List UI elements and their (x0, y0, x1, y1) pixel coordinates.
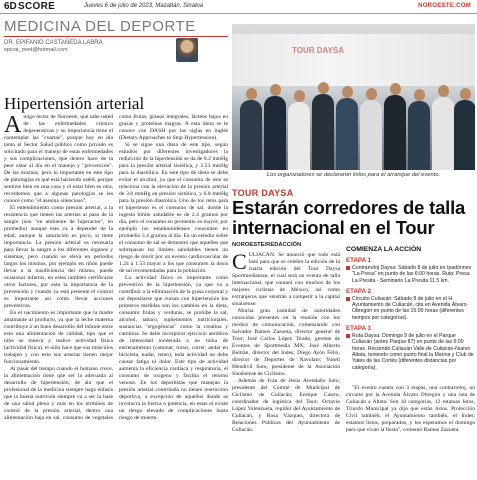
column-title: MEDICINA DEL DEPORTE (4, 18, 196, 35)
story-paragraph: CULIACÁN. Se anunció que todo está listo para que se celebre la edición de la cuarta edición del Tour Daysa Sportmediaman, el cual será un evento de talla internacional, que contará con muchos de los mejores ciclistas de México, así como extranjeros que vendrán a competir a la capital sinaloense. (232, 252, 340, 307)
stages-sidebar (346, 246, 475, 434)
column-body (4, 114, 228, 478)
story-paragraph: Además de Iván de Jesús Avendaño Soto, presidente del Comité de Municipal de Ciclismo de Culiacán; Enrique Castro, coordinador de logística del Tour; Octavio López Valenzuela, regidor del Ayuntamiento de Culiacán, y Rosa Vázquez, directora de Relaciones Públicas del Ayuntamiento de Culiacán. (232, 378, 340, 433)
organizer-quote: "El evento cuenta con 3 etapas, una contrarreloj, un circuito por la Avenida Álvaro Obregón y una ruta de Culiacán a Altata. Son 10 categorías, 12 estatuas fotos, Triunfo Municipal ya dijo que están listos. Protección Civil también, el Ayuntamiento también, el Indes; estamos listos, preparados, y los esperamos el domingo para que vivan la fiesta", comentó Ramos Zazueta. (346, 384, 475, 433)
group-photo (232, 24, 475, 170)
column-headline: Hipertensión arterial (4, 94, 145, 113)
column-paragraph: El entendimiento como presión arterial, a la resistencia que tienen las arterias al paso de la sangre (son "en ambiente de hiperactor", en promedio) aunque esto va a depender de la edad, aunque la saturación es poco, si tiene importancia. La presión arterial es necesaria para llevar la sangre a los diferentes órganos y sistemas, pero cuando se eleva en periodos largos los mismos, por ejemplo en riñón puede llevar a la insuficiencia del mismo, puede ocasionar infartos, en estos también certificarse otros factores, por esto la importancia de la prevención y cuando ya está presente el control es importante así como llevar acciones preventivas. (4, 205, 113, 309)
column-paragraph: Al pasar del tiempo cuando el humano crece, la alimentación tiene que ser la adecuada al desarrollo de hipertensión, de ahí que el profesional de la medicina siempre haga énfasis que la buena nutrición siempre va a ser la base de una salud plena y más en los términos de control de la presión arterial, dentro una alimentación baja en sal, consumo de vegetales como frutas, granos integrales, lácteos bajos en grasas y proteínas magras. A esta dieta se le conoce con DASH por las siglas en inglés (Dietary Approaches to Stop Hypertension). (4, 114, 228, 421)
column-email[interactable]: epicat_med@hotmail.com (4, 47, 68, 53)
stage-label: ETAPA 2 (346, 287, 371, 295)
author-photo (176, 38, 198, 62)
person-figure (408, 101, 430, 170)
dropcap: C (232, 252, 247, 274)
column-paragraph: En el nacimiento es importante que la madre amamante al producto, ya que la leche materna contribuye a un buen desarrollo del infante entre esto una alimentación de calidad, tipo que el niño se mueva y realice actividad física (actividad física), el niño hace que sus músculos trabajen y con esto sus arterias tienen mejor funcionamiento. (4, 310, 113, 365)
section-name: SCORE (18, 1, 56, 12)
page-header (0, 0, 477, 14)
story-paragraph: Mucha gran cantidad de autoridades conocidas presentes en la reunión con los medios de comunicación, comenzando con Salvador Ramos Zazueta, director general de Tour; José Carlos López Tirado, gerente de Eventos de Sportmedia MX; José Alberto Beltrán, director del Indes; Diego Ayón Félix, director de Deportes de Navolato; Yusell Mendivil Soto, presidente de la Asociación Sinaloense de Ciclismo. (232, 308, 340, 377)
column-divider (4, 36, 228, 37)
person-figure (384, 95, 406, 170)
stage-label: ETAPA 3 (346, 325, 371, 333)
person-figure (454, 100, 475, 170)
stage-item: Ruta Daysa: Domingo 9 de julio en el Parque Culiacán (antes Parque 87) en punto de las 6:00 horas. Recorrido Culiacán Valle de Culiacán-Nuevo Altata, teniendo como punto final la Marina y Club de Yates de las Cortés (diferentes distancias por categoría). (346, 333, 475, 371)
date-location: Jueves 6 de julio de 2023, Mazatlán, Sinaloa (84, 3, 204, 9)
photo-caption: Los organizadores se declararon listos para el arranque del evento. (266, 172, 441, 178)
person-figure (288, 102, 310, 170)
page-number: 6D (4, 1, 17, 12)
person-figure (432, 97, 454, 170)
column-author: DR. EPIFANIO CASTAÑEDA LABRA (4, 40, 103, 46)
photo-banner-text: TOUR DAYSA (292, 46, 345, 55)
story-headline: Estarán corredores de talla internacional en el Tour (232, 197, 466, 238)
person-figure (264, 96, 286, 170)
sidebar-title: COMIENZA LA ACCIÓN (346, 246, 422, 253)
site-link[interactable]: NOROESTE.COM (418, 3, 471, 9)
photo-banner (232, 34, 475, 86)
person-figure (312, 94, 334, 170)
column-paragraph: Amigo lector de Noroeste, qué sabe usted de las enfermedades crónico degenerativas y su importancia tiene el contemplar las "cuartas", porque hoy en día tanto el Sector Salud público como privado es solicitado para el manejo de estas enfermedades y sus complicaciones, que dentro hace de la peor estar al día en el manejo y "prevención". De las mismas, pero lo importante en este tipo de patologías es qué está haciendo usted, porque sentirse bien en una cosa y el estar bien es otra, recordemos que a algunas patologías se les conoce como "el asesino silencioso". (4, 114, 113, 204)
person-figure (240, 100, 262, 170)
story-kicker: TOUR DAYSA (232, 188, 294, 198)
story-body (232, 252, 340, 478)
story-byline: NOROESTE/REDACCIÓN (232, 242, 302, 248)
bullet-square-icon (346, 334, 350, 338)
person-figure (360, 100, 382, 170)
column-paragraph: Si se sigue una dieta de este tipo, según estudios por diferentes investigadores la reducción de la hipertensión se da de 8.2 mmHg para la presión arterial sistólica, y 2.53 mmHg para la diastólica. En este tipo de dieta se debe evitar el alcohol, ya que el consumo de este se relaciona con la elevación de la presión arterial de 3.8 mmHg en presión sistólica, y 0.8 mmHg para la presión diastólica. Uno de los retos para el hipertenso es el consumo de sal, donde la ingesta límite saludable es de 2.4 gramos por día, pero el consumo en promedio es mayor, por ejemplo los estadounidenses consumen en promedio 3.4 gramos al día. En un estudio sobre el consumo de sal se demostró que aquellos que sobrepasan los límites saludables tienen un riesgo de morir por un evento cardiovascular de 1.24 a 1.53 mayor a los que consumen la dosis de sal recomendadas para la población. (119, 142, 228, 274)
bullet-square-icon (346, 297, 350, 301)
dropcap: A (4, 114, 22, 138)
stage-item: Contrarreloj Daysa: Sábado 8 de julio en Ipadónnes "La Presa" en punto de las 6:00 horas. Ruta: Presa La Presita - Seminario La Presita 11.5 km. (346, 265, 475, 284)
person-figure (336, 98, 358, 170)
bullet-square-icon (346, 266, 350, 270)
stage-label: ETAPA 1 (346, 257, 371, 264)
column-paragraph: La actividad física es importante como preventivo de la hipertensión, ya que va a contribuir a la eliminación de la grasa corporal y no depositarse que cursan con hipertensión los primeros medidas son los cambios en la dieta, consumir frutas y verduras, se prohíbe la sal, alcohol, tabaco, suplementos nutricionales, sustancias "ergogénicas" como la creatina y carnitina. Se debe incorporar ejercicio aeróbico de intensidad moderada a no ruina de entrenamiento (caminar, trotar, correr, andar en bicicleta, nadar, remo), toda actividad no debe causar fatiga ni dolor. Este tipo de actividad aumenta la eficiencia cardíaca y respiratoria, el consumo de oxígeno y facilita el retorno venoso. En los deportistas que manejan la presión arterial controlada no tienen restricción deportiva, a excepción de aquellos donde se involucra la fuerza o potencia, en estas el existe un riesgo elevado de complicaciones hasta riesgo de muerte. (119, 275, 228, 421)
stage-item: Circuito Culiacán: Sábado 8 de julio en el H. Ayuntamiento de Culiacán, cita en Avenida Álvaro Obregón en punto de las 15:00 horas (diferentes tiempos por categorías). (346, 296, 475, 321)
